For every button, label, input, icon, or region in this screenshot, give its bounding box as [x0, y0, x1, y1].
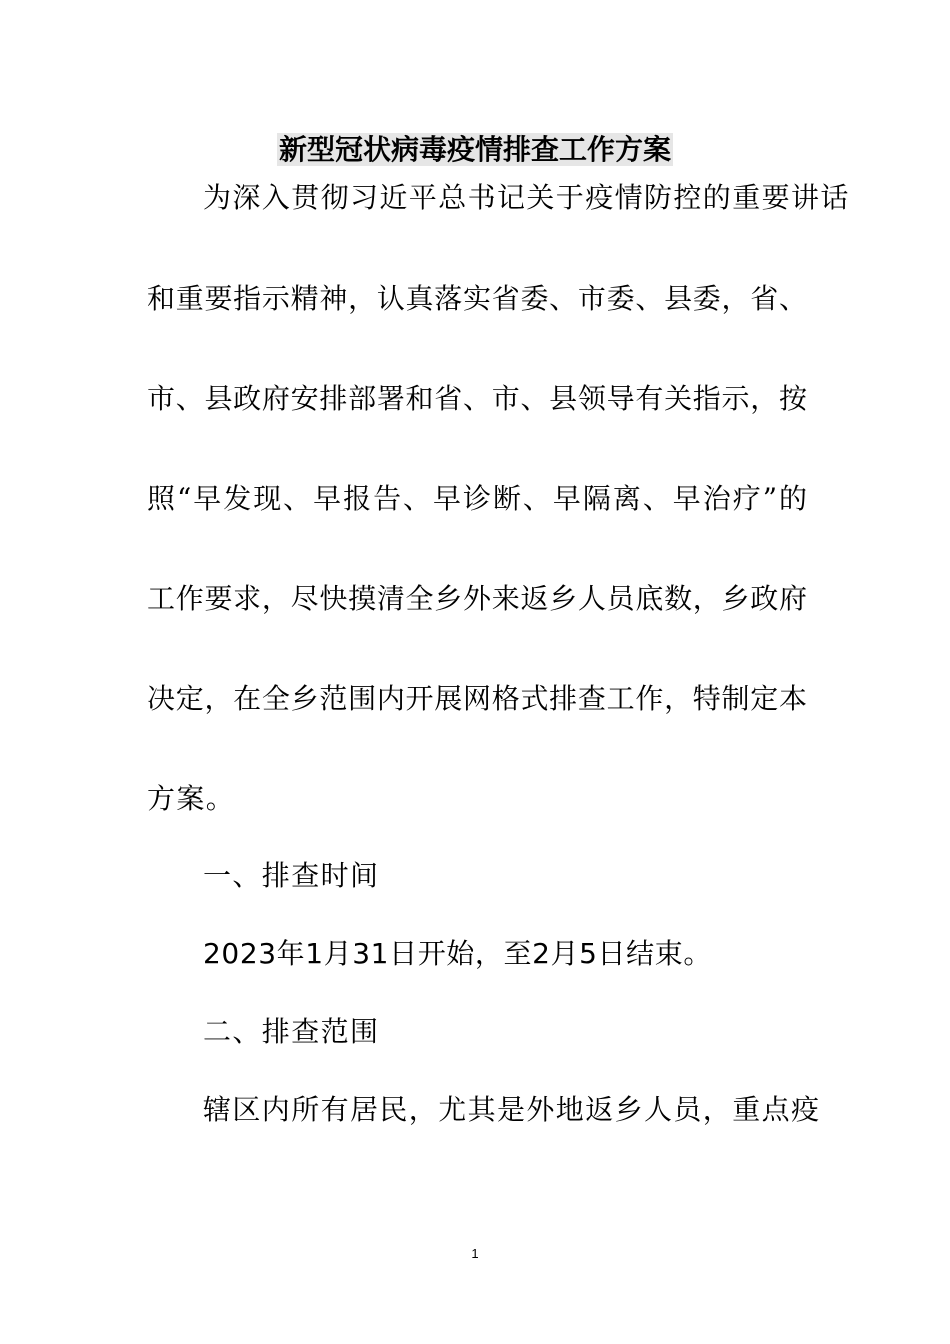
document-title	[0, 130, 950, 170]
intro-line-2: 和重要指示精神，认真落实省委、市委、县委，省、	[147, 282, 807, 315]
intro-line-5: 工作要求，尽快摸清全乡外来返乡人员底数，乡政府	[147, 582, 807, 615]
section-2-body: 辖区内所有居民，尤其是外地返乡人员，重点疫	[203, 1093, 821, 1126]
intro-line-3: 市、县政府安排部署和省、市、县领导有关指示，按	[147, 382, 807, 415]
intro-line-1: 为深入贯彻习近平总书记关于疫情防控的重要讲话	[203, 181, 850, 214]
page-number: 1	[471, 1246, 479, 1261]
intro-line-7: 方案。	[147, 782, 236, 815]
section-1-body: 2023年1月31日开始，至2月5日结束。	[203, 937, 712, 970]
document-title-text: 新型冠状病毒疫情排查工作方案	[278, 133, 671, 166]
intro-line-4: 照“早发现、早报告、早诊断、早隔离、早治疗”的	[147, 482, 807, 515]
section-1-heading: 一、排查时间	[203, 859, 380, 892]
intro-line-6: 决定，在全乡范围内开展网格式排查工作，特制定本	[147, 682, 807, 715]
section-2-heading: 二、排查范围	[203, 1015, 380, 1048]
